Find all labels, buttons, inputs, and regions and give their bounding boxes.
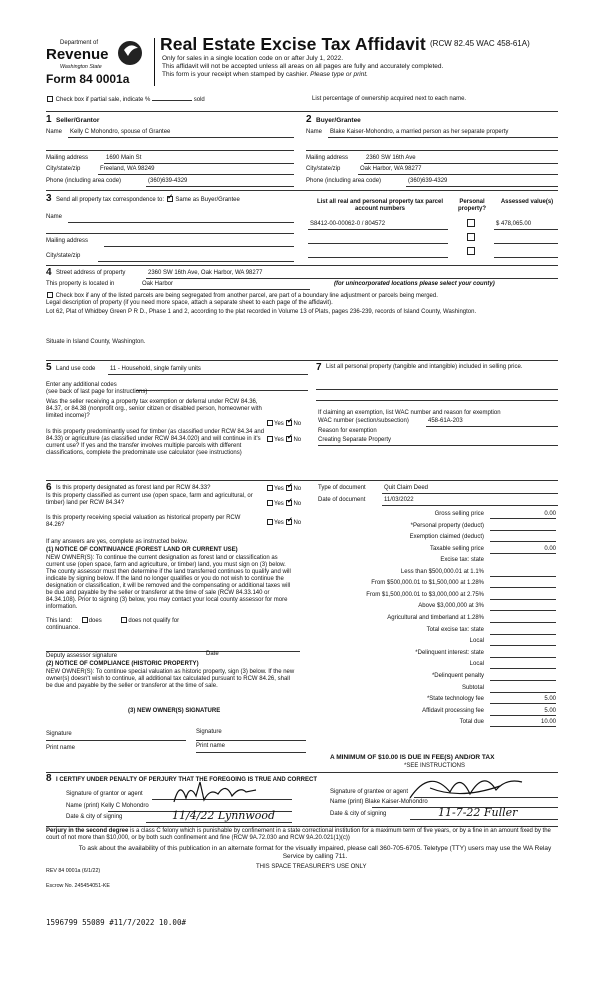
calc-row-value: 10.00 xyxy=(490,719,556,727)
located-city: Oak Harbor xyxy=(142,281,174,287)
calc-row-label: From $500,000.01 to $1,500,000 at 1.28% xyxy=(371,580,484,587)
calc-row-value xyxy=(490,580,556,588)
if-yes-note: If any answers are yes, complete as instructed below. xyxy=(46,539,189,545)
forest-yes-checkbox[interactable] xyxy=(267,485,273,491)
owner-print-name-1: Print name xyxy=(46,745,76,751)
calc-row-value xyxy=(490,615,556,623)
grantee-name: Blake Kaiser-Mohondro xyxy=(365,799,428,805)
calc-row-label: Local xyxy=(469,661,484,668)
segregation-row: Check box if any of the listed parcels are being segregated from another parcel, are part of a boundary line adjustment or parcels being merged. xyxy=(46,292,558,300)
seller-name: Kelly C Mohondro, spouse of Grantee xyxy=(70,129,171,135)
grantee-name-row: Name (print) Blake Kaiser-Mohondro xyxy=(330,799,428,805)
grantor-name: Kelly C Mohondro xyxy=(101,803,149,809)
personal-property-header: Personal property? xyxy=(457,199,486,212)
section-5-number: 5 xyxy=(46,362,52,373)
perjury-notice: Perjury in the second degree is a class C felony which is punishable by confinement in a state correctional institution for a maximum term of five years, or by a fine in an amount fixed by the court of not more than $10,000, or by both such confinement and fine (RCW 9A.72.030 and RCW 9A.20.021(1)(c)) xyxy=(46,828,551,841)
buyer-heading: Buyer/Grantee xyxy=(316,117,361,124)
buyer-phone: (360)639-4329 xyxy=(408,178,448,184)
exemption-answer: Yes ✓ No xyxy=(266,420,301,428)
grantor-signature xyxy=(170,778,260,806)
calc-row-label: *Delinquent interest: state xyxy=(415,649,484,656)
land-use-label: Land use code xyxy=(56,366,96,372)
buyer-city-label: City/state/zip xyxy=(306,166,341,172)
calc-row-label: Total excise tax: state xyxy=(426,626,484,633)
personal-property-checkbox-1[interactable] xyxy=(467,219,475,227)
street-address: 2360 SW 16th Ave, Oak Harbor, WA 98277 xyxy=(148,270,263,276)
land-use-code: 11 - Household, single family units xyxy=(110,366,201,372)
historic-no-checkbox[interactable] xyxy=(286,519,292,525)
calc-row-value xyxy=(490,592,556,600)
historic-yes-checkbox[interactable] xyxy=(267,519,273,525)
section-1-number: 1 xyxy=(46,114,52,125)
calc-row-value xyxy=(490,661,556,669)
certify-statement: I CERTIFY UNDER PENALTY OF PERJURY THAT THE FOREGOING IS TRUE AND CORRECT xyxy=(56,777,318,783)
calc-row-label: Local xyxy=(469,638,484,645)
grantee-date-label: Date & city of signing xyxy=(330,811,387,817)
forest-land-answer: Yes ✓ No xyxy=(266,485,301,493)
calc-row-label: Total due xyxy=(459,719,484,726)
parcel-number: S8412-00-00062-0 / 804572 xyxy=(310,221,386,227)
s3-address-label: Mailing address xyxy=(46,238,89,244)
notice-continuance-heading: (1) NOTICE OF CONTINUANCE (FOREST LAND OR CURRENT USE) xyxy=(46,547,238,553)
revision: REV 84 0001a (6/1/22) xyxy=(46,868,101,874)
buyer-name: Blake Kaiser-Mohondro, a married person as her separate property xyxy=(330,129,509,135)
treasurer-use: THIS SPACE TREASURER'S USE ONLY xyxy=(256,864,367,870)
current-use-yes-checkbox[interactable] xyxy=(267,500,273,506)
wa-logo-icon xyxy=(116,38,144,68)
personal-property-list-label: List all personal property (tangible and intangible) included in selling price. xyxy=(326,364,523,370)
header-sub1: Only for sales in a single location code on or after July 1, 2022. xyxy=(162,55,344,62)
calc-row-value: 0.00 xyxy=(490,511,556,519)
grantee-signature xyxy=(400,768,530,802)
seller-phone: (360)639-4329 xyxy=(148,178,188,184)
seller-heading: Seller/Grantor xyxy=(56,117,100,124)
notice-compliance-text: NEW OWNER(S): To continue special valuation as historic property, sign (3) below. If the new owner(s) doesn't wish to continue, all additional tax calculated pursuant to RCW 84.26, shall be due and payable by the seller or transferor at the time of sale. xyxy=(46,669,295,689)
claim-exemption-label: If claiming an exemption, list WAC number and reason for exemption xyxy=(318,410,501,416)
timber-no-checkbox[interactable] xyxy=(286,436,292,442)
calc-row-value xyxy=(490,627,556,635)
exemption-reason: Creating Separate Property xyxy=(318,437,392,443)
notice-continuance-text: NEW OWNER(S): To continue the current designation as forest land or classification as current use (open space, farm and agriculture, or timber) land, you must sign on (3) below. The county assessor must then determine if the land transferred continues to qualify and will indicate by signing below. If the land no longer qualifies or you do not wish to continue the designation or classification, it will be removed and the compensating or additional taxes will be due and payable by the seller or transferor at the time of sale (RCW 84.33.140 or 84.34.108). Prior to signing (3) below, you may contact your local county assessor for more information. xyxy=(46,555,291,610)
seller-city-label: City/state/zip xyxy=(46,166,81,172)
partial-sale-row: Check box if partial sale, indicate % sold xyxy=(46,96,205,104)
historic-answer: Yes ✓ No xyxy=(266,519,301,527)
calc-row-value xyxy=(490,638,556,646)
calc-row-label: Less than $500,000.01 at 1.1% xyxy=(400,568,484,575)
calc-row-label: Subtotal xyxy=(461,684,484,691)
segregation-checkbox[interactable] xyxy=(47,292,53,298)
s3-name-label: Name xyxy=(46,214,63,220)
unincorporated-note: (for unincorporated locations please select your county) xyxy=(334,281,495,287)
wac-number: 458-61A-203 xyxy=(428,418,463,424)
seller-city: Freeland, WA 98249 xyxy=(100,166,155,172)
owner-print-name-2: Print name xyxy=(196,743,226,749)
buyer-address-label: Mailing address xyxy=(306,155,349,161)
owner-signature-label-1: Signature xyxy=(46,731,72,737)
calc-row-label: *Personal property (deduct) xyxy=(410,522,484,529)
wac-label: WAC number (section/subsection) xyxy=(318,418,409,424)
header-sub3: This form is your receipt when stamped by cashier. Please type or print. xyxy=(162,71,368,78)
forest-no-checkbox[interactable] xyxy=(286,485,292,491)
partial-sale-checkbox[interactable] xyxy=(47,96,53,102)
assessed-value: $ 478,065.00 xyxy=(496,221,532,227)
form-title: Real Estate Excise Tax Affidavit xyxy=(160,34,426,54)
minimum-due: A MINIMUM OF $10.00 IS DUE IN FEE(S) AND/OR TAX xyxy=(330,754,495,761)
calc-row-value xyxy=(490,685,556,693)
exemption-no-checkbox[interactable] xyxy=(286,420,292,426)
buyer-address: 2360 SW 16th Ave xyxy=(366,155,416,161)
calc-row-value xyxy=(490,569,556,577)
personal-property-checkbox-2[interactable] xyxy=(467,233,475,241)
doc-date: 11/03/2022 xyxy=(384,497,414,503)
buyer-phone-label: Phone (including area code) xyxy=(306,178,382,184)
parcel-column-header: List all real and personal property tax parcel account numbers xyxy=(316,199,444,212)
dept-line3: Washington State xyxy=(60,64,102,70)
calc-row-value xyxy=(490,673,556,681)
section-7-number: 7 xyxy=(316,362,322,373)
situate-text: Situate in Island County, Washington. xyxy=(46,339,146,345)
see-back-note: (see back of last page for instructions) xyxy=(46,389,148,395)
calc-row-label: *State technology fee xyxy=(426,696,484,703)
located-in-label: This property is located in xyxy=(46,281,115,287)
forest-land-question: Is this property designated as forest land per RCW 84.33? xyxy=(56,485,211,491)
this-land-row: This land: does does not qualify for xyxy=(46,618,180,624)
calc-row-value: 5.00 xyxy=(490,708,556,716)
buyer-name-label: Name xyxy=(306,129,323,135)
form-number: Form 84 0001a xyxy=(46,72,130,86)
deputy-signature-label: Deputy assessor signature xyxy=(46,653,118,659)
header-sub2: This affidavit will not be accepted unless all areas on all pages are fully and accurately completed. xyxy=(162,63,444,70)
exemption-yes-checkbox[interactable] xyxy=(267,420,273,426)
seller-phone-label: Phone (including area code) xyxy=(46,178,122,184)
rcw-citation: (RCW 82.45 WAC 458-61A) xyxy=(430,39,530,48)
section-4-number: 4 xyxy=(46,267,52,278)
grantor-date-city: 11/4/22 Lynnwood xyxy=(172,809,276,822)
deputy-date-label: Date xyxy=(206,651,219,657)
personal-property-checkbox-3[interactable] xyxy=(467,247,475,255)
section-3-number: 3 xyxy=(46,193,52,204)
legal-description-label: Legal description of property (if you need more space, attach a separate sheet to each page of the affidavit). xyxy=(46,300,333,306)
seller-name-label: Name xyxy=(46,129,63,135)
does-checkbox[interactable] xyxy=(82,617,88,623)
timber-answer: Yes ✓ No xyxy=(266,436,301,444)
tax-correspondence-row: Send all property tax correspondence to: ✓ Same as Buyer/Grantee xyxy=(56,196,240,204)
accessibility-notice: To ask about the availability of this publication in an alternate format for the visually impaired, please call 360-705-6705. Teletype (TTY) users may use the WA Relay Service by calling 711. xyxy=(78,845,552,860)
current-use-no-checkbox[interactable] xyxy=(286,500,292,506)
street-address-label: Street address of property xyxy=(56,270,126,276)
reason-label: Reason for exemption xyxy=(318,428,377,434)
grantor-date-label: Date & city of signing xyxy=(66,814,123,820)
calc-row-label: Gross selling price xyxy=(434,511,484,517)
s3-city-label: City/state/zip xyxy=(46,253,81,259)
calc-row-value xyxy=(490,650,556,658)
cashier-stamp: 1596799 55089 #11/7/2022 10.00# xyxy=(46,918,186,927)
same-as-buyer-checkbox[interactable] xyxy=(167,196,173,202)
calc-row-label: From $1,500,000.01 to $3,000,000 at 2.75% xyxy=(366,591,484,598)
current-use-answer: Yes ✓ No xyxy=(266,500,301,508)
timber-question: Is this property predominantly used for timber (as classified under RCW 84.34 and 84.33) or agriculture (as classified under RCW 84.34.020) and will continue in it's current use? If yes and the transfer involves multiple parcels with different classifications, complete the predominate use calculator (see instructions) xyxy=(46,429,265,456)
legal-description: Lot 62, Plat of Whidbey Green P R D., Phase 1 and 2, according to the plat recorded in Volume 13 of Plats, pages 236-239, records of Island County, Washington. xyxy=(46,309,477,315)
list-percentage: List percentage of ownership acquired next to each name. xyxy=(312,96,467,102)
section-6-number: 6 xyxy=(46,482,52,493)
calc-row-value: 5.00 xyxy=(490,696,556,704)
section-2-number: 2 xyxy=(306,114,312,125)
doc-type-label: Type of document xyxy=(318,485,366,491)
grantee-signature-label: Signature of grantee or agent xyxy=(330,789,409,795)
calc-row-label: Excise tax: state xyxy=(440,557,484,563)
calc-row-label: Exemption claimed (deduct) xyxy=(409,534,484,541)
assessed-value-header: Assessed value(s) xyxy=(500,199,554,205)
timber-yes-checkbox[interactable] xyxy=(267,436,273,442)
dept-line1: Department of xyxy=(60,40,99,46)
continuance-label: continuance. xyxy=(46,625,81,631)
see-instructions: *SEE INSTRUCTIONS xyxy=(404,763,466,769)
section-8-number: 8 xyxy=(46,773,52,784)
calc-row-value xyxy=(490,534,556,542)
calc-row-label: Affidavit processing fee xyxy=(422,707,484,714)
calc-row-label: *Delinquent penalty xyxy=(431,673,484,679)
grantor-signature-label: Signature of grantor or agent xyxy=(66,791,143,797)
does-not-checkbox[interactable] xyxy=(121,617,127,623)
exemption-question: Was the seller receiving a property tax exemption or deferral under RCW 84.36, 84.37, or 84.38 (nonprofit org., senior citizen or disabled person, homeowner with limited income)? xyxy=(46,399,262,419)
calc-row-label: Agricultural and timberland at 1.28% xyxy=(387,615,484,621)
calc-row-label: Taxable selling price xyxy=(429,545,484,552)
calc-row-value: 0.00 xyxy=(490,546,556,554)
notice-compliance-heading: (2) NOTICE OF COMPLIANCE (HISTORIC PROPERTY) xyxy=(46,661,199,667)
current-use-question: Is this property classified as current use (open space, farm and agricultural, or timber) land per RCW 84.34? xyxy=(46,493,253,506)
dept-line2: Revenue xyxy=(46,46,109,63)
new-owner-signature-heading: (3) NEW OWNER(S) SIGNATURE xyxy=(128,708,221,714)
calc-row-value xyxy=(490,523,556,531)
grantor-name-row: Name (print) Kelly C Mohondro xyxy=(66,803,149,809)
doc-date-label: Date of document xyxy=(318,497,366,503)
calc-row-label: Above $3,000,000 at 3% xyxy=(418,603,484,610)
additional-codes-label: Enter any additional codes xyxy=(46,382,117,388)
seller-address: 1690 Main St xyxy=(106,155,142,161)
grantee-date-city: 11-7-22 Fuller xyxy=(438,806,518,819)
escrow-number: Escrow No. 245454051-KE xyxy=(46,883,110,889)
doc-type: Quit Claim Deed xyxy=(384,485,429,491)
seller-address-label: Mailing address xyxy=(46,155,89,161)
buyer-city: Oak Harbor, WA 98277 xyxy=(360,166,422,172)
owner-signature-label-2: Signature xyxy=(196,729,222,735)
historic-question: Is this property receiving special valuation as historical property per RCW 84.26? xyxy=(46,515,241,528)
calc-row-value xyxy=(490,603,556,611)
